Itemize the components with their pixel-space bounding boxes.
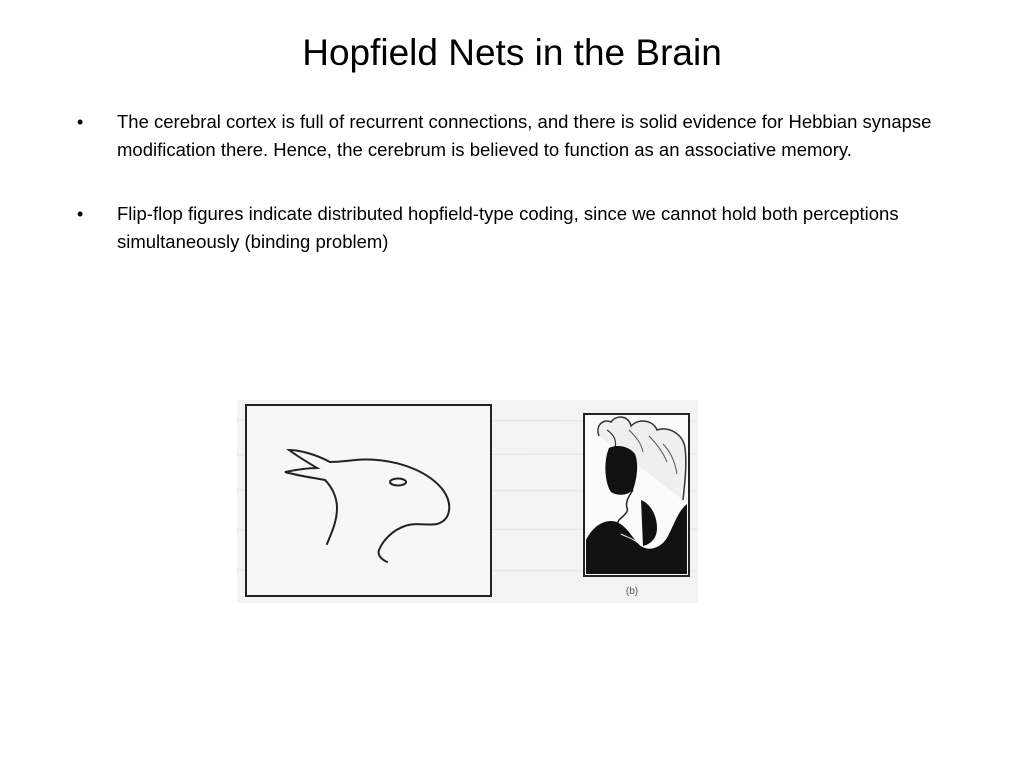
bullet-item-flip-flop xyxy=(77,200,957,256)
slide-title: Hopfield Nets in the Brain xyxy=(302,32,722,73)
flip-flop-figure xyxy=(237,400,698,603)
bullet-marker: • xyxy=(77,204,84,224)
bullet-marker: • xyxy=(77,112,84,132)
bullet-item-cortex xyxy=(77,108,957,164)
panel-b-label: (b) xyxy=(625,586,639,597)
bullet-list xyxy=(77,108,957,256)
bullet-text: Flip-flop figures indicate distributed hopfield-type coding, since we cannot hold both perceptions simultaneously (binding problem) xyxy=(117,203,899,252)
rabbit-duck-illustration xyxy=(246,405,491,596)
bullet-text: The cerebral cortex is full of recurrent connections, and there is solid evidence for Hebbian synapse modification there. Hence, the cerebrum is believed to function as an associative memory. xyxy=(117,111,932,160)
old-young-woman-illustration xyxy=(584,414,689,597)
flip-flop-figure-image xyxy=(237,400,698,603)
